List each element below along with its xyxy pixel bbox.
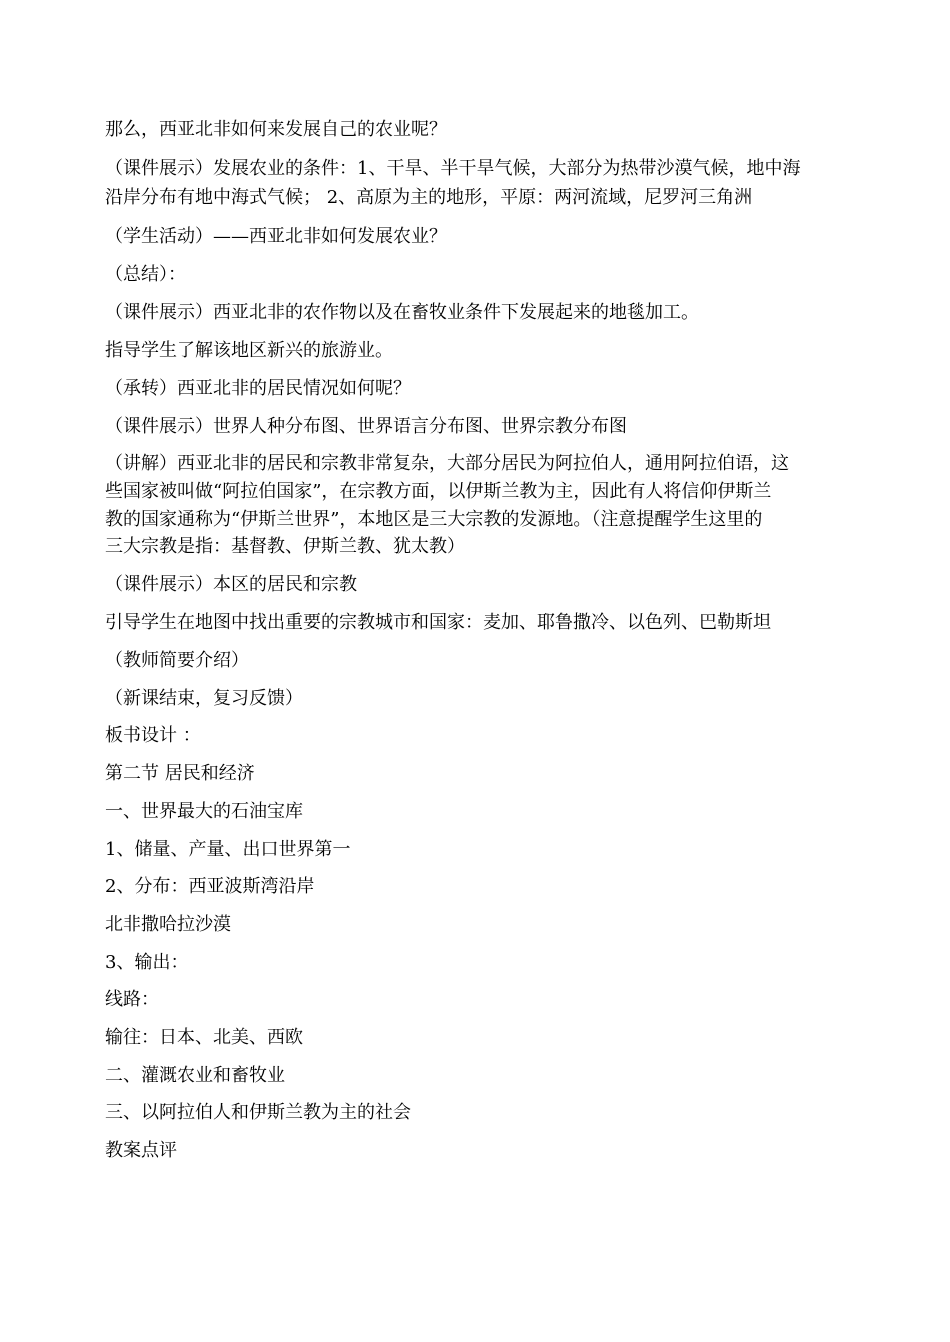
text-line: 线路： bbox=[105, 989, 159, 1010]
text-line: 二、灌溉农业和畜牧业 bbox=[105, 1065, 285, 1086]
text-line: 指导学生了解该地区新兴的旅游业。 bbox=[105, 340, 393, 361]
text-line: （承转）西亚北非的居民情况如何呢？ bbox=[105, 378, 411, 399]
text-line: 引导学生在地图中找出重要的宗教城市和国家：麦加、耶鲁撒冷、以色列、巴勒斯坦 bbox=[105, 612, 771, 633]
text-line: 一、世界最大的石油宝库 bbox=[105, 801, 303, 822]
text-line: （课件展示）本区的居民和宗教 bbox=[105, 574, 357, 595]
text-line: 板书设计 ： bbox=[105, 725, 201, 746]
text-line: （新课结束，复习反馈） bbox=[105, 688, 303, 709]
text-line: 三大宗教是指：基督教、伊斯兰教、犹太教） bbox=[105, 536, 465, 557]
section-heading: 第二节 居民和经济 bbox=[105, 763, 255, 784]
text-line: 2、分布：西亚波斯湾沿岸 bbox=[105, 876, 315, 897]
text-line: 1、储量、产量、出口世界第一 bbox=[105, 839, 351, 860]
text-line: （课件展示）西亚北非的农作物以及在畜牧业条件下发展起来的地毯加工。 bbox=[105, 302, 699, 323]
text-line: （教师简要介绍） bbox=[105, 650, 249, 671]
text-line: 教的国家通称为“伊斯兰世界”，本地区是三大宗教的发源地。（注意提醒学生这里的 bbox=[105, 509, 763, 530]
text-line: （总结）： bbox=[105, 264, 186, 285]
text-line: （课件展示）世界人种分布图、世界语言分布图、世界宗教分布图 bbox=[105, 416, 627, 437]
text-line: 那么，西亚北非如何来发展自己的农业呢？ bbox=[105, 119, 447, 140]
text-line: 3、输出： bbox=[105, 952, 189, 973]
text-line: 三、以阿拉伯人和伊斯兰教为主的社会 bbox=[105, 1102, 411, 1123]
text-line: 教案点评 bbox=[105, 1140, 177, 1161]
text-line: 输往：日本、北美、西欧 bbox=[105, 1027, 303, 1048]
text-line: （学生活动）——西亚北非如何发展农业？ bbox=[105, 226, 447, 247]
text-line: （讲解）西亚北非的居民和宗教非常复杂，大部分居民为阿拉伯人，通用阿拉伯语，这 bbox=[105, 453, 789, 474]
text-line: 些国家被叫做“阿拉伯国家”，在宗教方面，以伊斯兰教为主，因此有人将信仰伊斯兰 bbox=[105, 481, 772, 502]
text-line: 北非撒哈拉沙漠 bbox=[105, 914, 231, 935]
text-line: （课件展示）发展农业的条件：1、干旱、半干旱气候，大部分为热带沙漠气候，地中海 bbox=[105, 158, 801, 179]
text-line: 沿岸分布有地中海式气候； 2、高原为主的地形，平原：两河流域，尼罗河三角洲 bbox=[105, 187, 753, 208]
